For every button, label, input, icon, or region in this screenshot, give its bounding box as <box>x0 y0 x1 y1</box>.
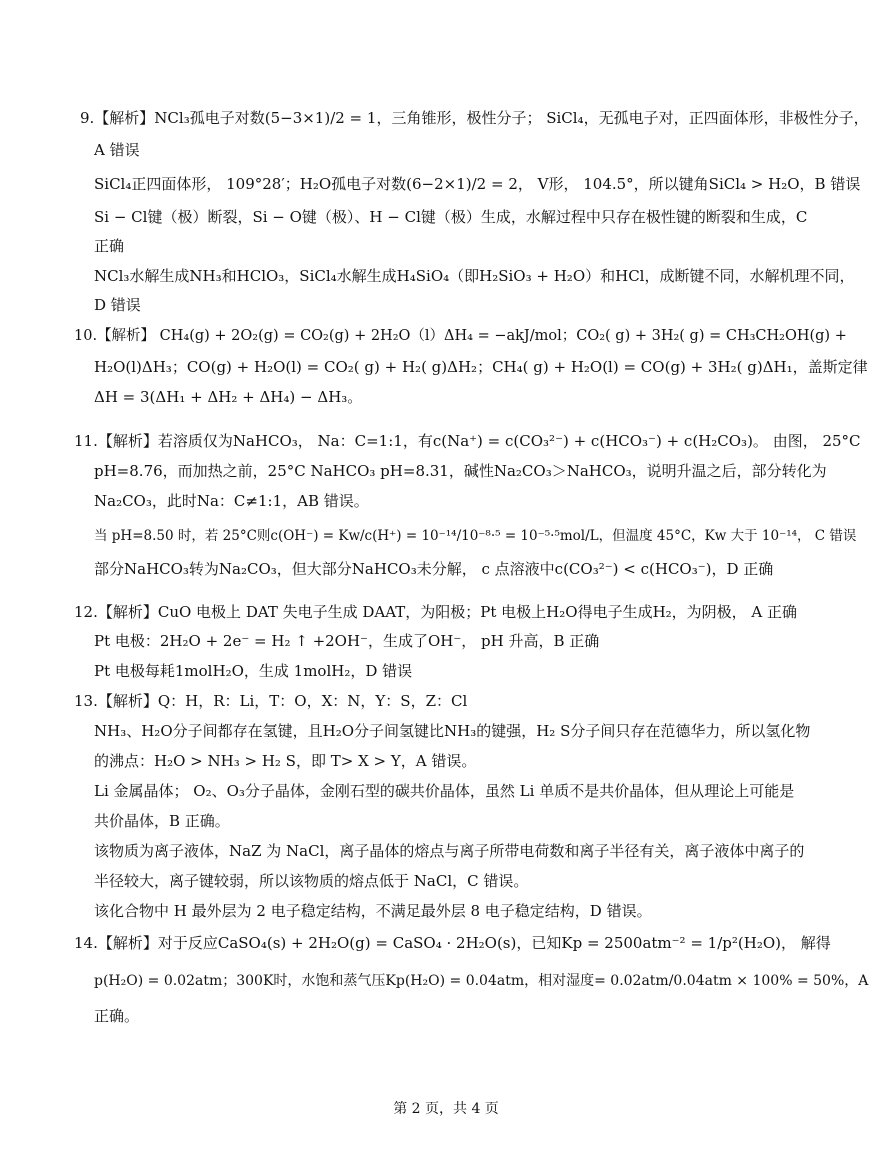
q12-line-1: 12.【解析】CuO 电极上 DAT 失电子生成 DAAT，为阳极；Pt 电极上H₂O得电子生成H₂，为阴极， A 正确 <box>74 603 798 621</box>
q10-line-3: ΔH = 3(ΔH₁ + ΔH₂ + ΔH₄) − ΔH₃。 <box>94 388 363 406</box>
q14-line-3: 正确。 <box>94 1007 140 1025</box>
q11-line-4: 当 pH=8.50 时，若 25°C则c(OH⁻) = Kw/c(H⁺) = 10⁻¹⁴/10⁻⁸·⁵ = 10⁻⁵·⁵mol/L，但温度 45°C，Kw 大于 10⁻¹⁴， C 错误 <box>94 528 857 544</box>
q12-line-3: Pt 电极每耗1molH₂O，生成 1molH₂，D 错误 <box>94 662 413 680</box>
q13-line-8: 该化合物中 H 最外层为 2 电子稳定结构，不满足最外层 8 电子稳定结构，D 错误。 <box>94 902 652 920</box>
q14-line-1: 14.【解析】对于反应CaSO₄(s) + 2H₂O(g) = CaSO₄ · 2H₂O(s)，已知Kp = 2500atm⁻² = 1/p²(H₂O)， 解得 <box>74 934 831 952</box>
q14-line-2: p(H₂O) = 0.02atm；300K时，水饱和蒸气压Kp(H₂O) = 0.04atm，相对湿度= 0.02atm/0.04atm × 100% = 50%，A <box>94 973 869 989</box>
q9-line-7: D 错误 <box>94 296 141 314</box>
q9-line-5: 正确 <box>94 237 125 255</box>
q13-line-5: 共价晶体，B 正确。 <box>94 812 230 830</box>
q13-line-3: 的沸点：H₂O > NH₃ > H₂ S，即 T> X > Y，A 错误。 <box>94 752 477 770</box>
q13-line-1: 13.【解析】Q：H，R：Li，T：O，X：N，Y：S，Z：Cl <box>74 692 468 710</box>
q13-line-6: 该物质为离子液体，NaZ 为 NaCl，离子晶体的熔点与离子所带电荷数和离子半径有关，离子液体中离子的 <box>94 842 805 860</box>
page-footer: 第 2 页，共 4 页 <box>393 1101 499 1117</box>
q11-line-5: 部分NaHCO₃转为Na₂CO₃，但大部分NaHCO₃未分解， c 点溶液中c(CO₃²⁻) < c(HCO₃⁻)，D 正确 <box>94 560 774 578</box>
q10-line-2: H₂O(l)ΔH₃；CO(g) + H₂O(l) = CO₂( g) + H₂( g)ΔH₂；CH₄( g) + H₂O(l) = CO(g) + 3H₂( g)ΔH₁，盖斯定律 <box>94 358 868 376</box>
q13-line-4: Li 金属晶体； O₂、O₃分子晶体，金刚石型的碳共价晶体，虽然 Li 单质不是共价晶体，但从理论上可能是 <box>94 782 795 800</box>
q9-line-3: SiCl₄正四面体形， 109°28′；H₂O孤电子对数(6−2×1)/2 = 2， V形， 104.5°，所以键角SiCl₄ > H₂O，B 错误 <box>94 175 861 193</box>
q10-line-1: 10.【解析】 CH₄(g) + 2O₂(g) = CO₂(g) + 2H₂O（l）ΔH₄ = −akJ/mol；CO₂( g) + 3H₂( g) = CH₃CH₂OH(g) + <box>74 328 847 344</box>
q13-line-7: 半径较大，离子键较弱，所以该物质的熔点低于 NaCl，C 错误。 <box>94 872 529 890</box>
q12-line-2: Pt 电极：2H₂O + 2e⁻ = H₂ ↑ +2OH⁻，生成了OH⁻， pH 升高，B 正确 <box>94 632 600 650</box>
q13-line-2: NH₃、H₂O分子间都存在氢键，且H₂O分子间氢键比NH₃的键强，H₂ S分子间只存在范德华力，所以氢化物 <box>94 722 811 740</box>
q11-line-3: Na₂CO₃，此时Na：C≠1:1，AB 错误。 <box>94 492 369 510</box>
q11-line-2: pH=8.76，而加热之前，25°C NaHCO₃ pH=8.31，碱性Na₂CO₃＞NaHCO₃，说明升温之后，部分转化为 <box>94 462 827 480</box>
q11-line-1: 11.【解析】若溶质仅为NaHCO₃， Na：C=1:1，有c(Na⁺) = c(CO₃²⁻) + c(HCO₃⁻) + c(H₂CO₃)。 由图， 25°C <box>74 432 861 450</box>
q9-line-1: 9.【解析】NCl₃孤电子对数(5−3×1)/2 = 1，三角锥形，极性分子； SiCl₄，无孤电子对，正四面体形，非极性分子， <box>80 109 869 127</box>
q9-line-2: A 错误 <box>94 141 140 159</box>
q9-line-6: NCl₃水解生成NH₃和HClO₃，SiCl₄水解生成H₄SiO₄（即H₂SiO₃ + H₂O）和HCl，成断键不同，水解机理不同， <box>94 267 855 285</box>
q9-line-4: Si − Cl键（极）断裂，Si − O键（极）、H − Cl键（极）生成，水解过程中只存在极性键的断裂和生成，C <box>94 208 808 226</box>
